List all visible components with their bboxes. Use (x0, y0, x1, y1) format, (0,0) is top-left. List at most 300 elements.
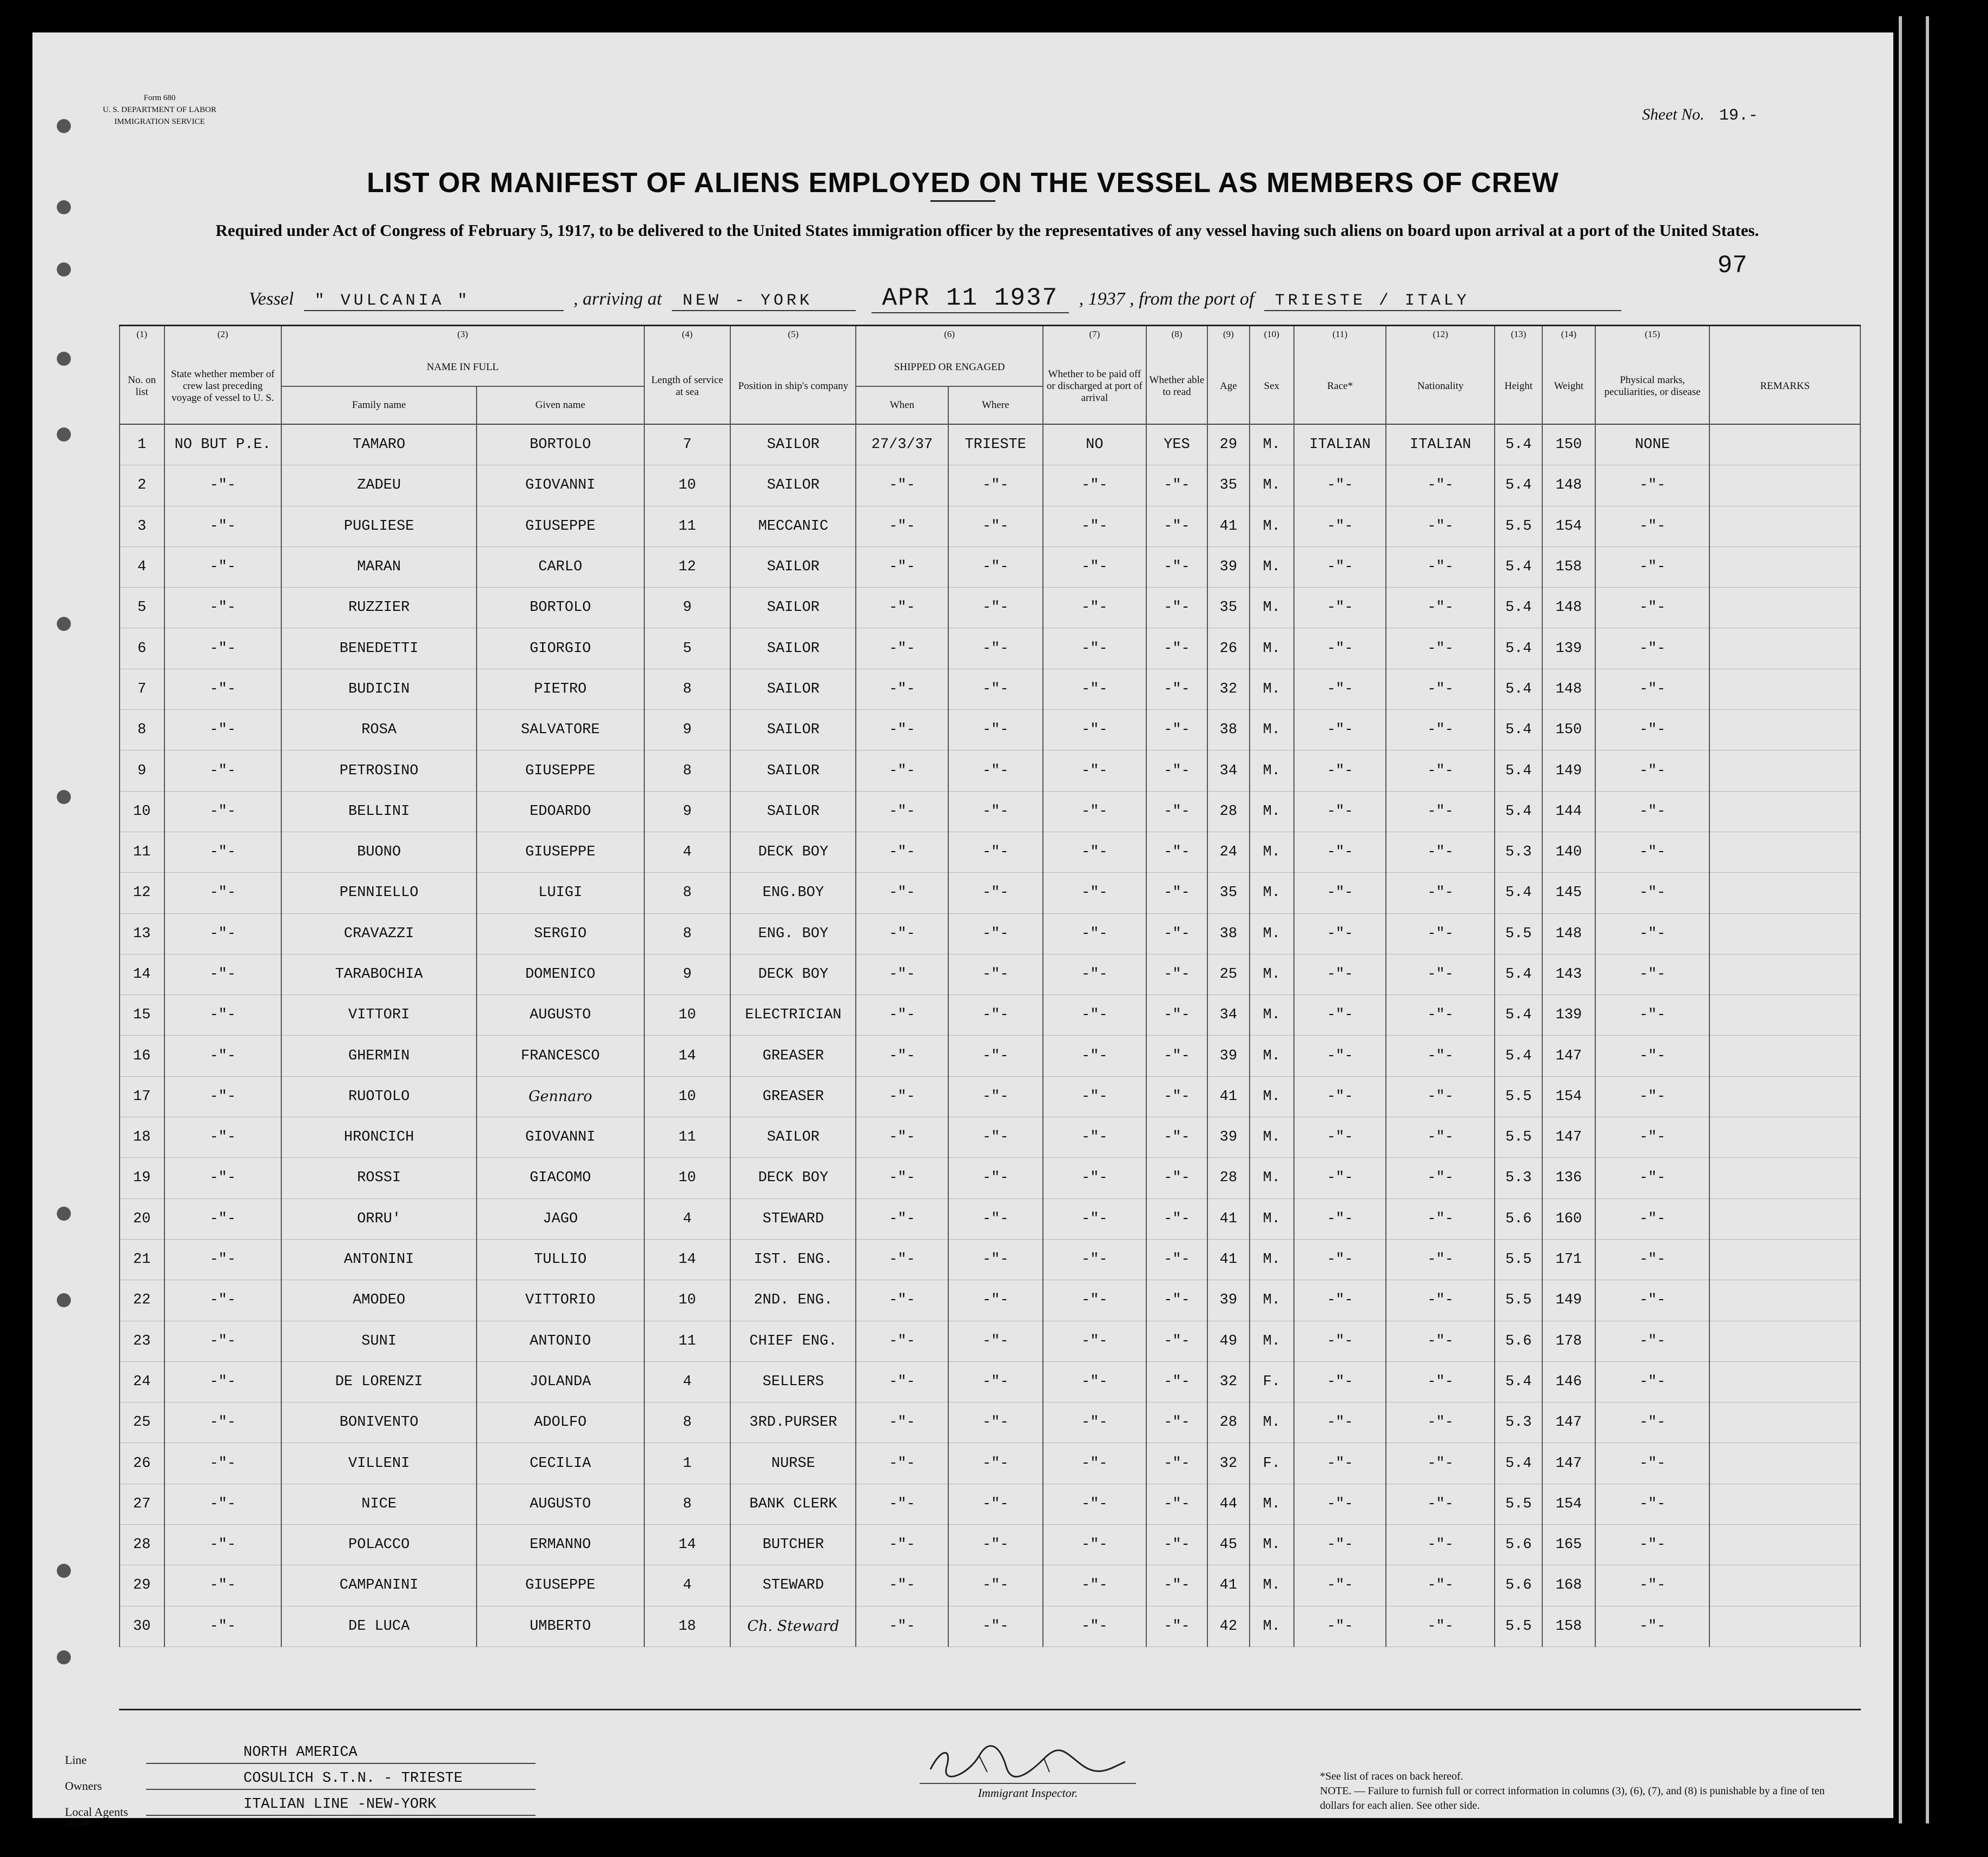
cell-remarks (1709, 873, 1860, 913)
cell-able: -"- (1146, 1239, 1207, 1280)
cell-height: 5.4 (1495, 710, 1542, 750)
cell-family: BUDICIN (281, 669, 477, 709)
title-underline (930, 200, 995, 202)
line-value: NORTH AMERICA (243, 1744, 358, 1761)
cell-position: SAILOR (730, 588, 856, 628)
cell-able: -"- (1146, 995, 1207, 1036)
cell-weight: 148 (1542, 465, 1595, 506)
header-shipped: SHIPPED OR ENGAGED (856, 349, 1043, 386)
cell-sex: M. (1250, 791, 1294, 832)
cell-marks: -"- (1595, 1484, 1709, 1524)
header-race: Race* (1294, 349, 1386, 424)
cell-paid: -"- (1043, 913, 1146, 954)
cell-race: -"- (1294, 1076, 1386, 1117)
header-no: No. on list (120, 349, 164, 424)
cell-able: -"- (1146, 588, 1207, 628)
cell-remarks (1709, 1117, 1860, 1158)
cell-able: -"- (1146, 1036, 1207, 1076)
cell-remarks (1709, 588, 1860, 628)
cell-sex: M. (1250, 1525, 1294, 1565)
cell-height: 5.4 (1495, 954, 1542, 995)
cell-length: 14 (644, 1239, 731, 1280)
cell-height: 5.5 (1495, 1117, 1542, 1158)
cell-length: 9 (644, 791, 731, 832)
cell-position: DECK BOY (730, 954, 856, 995)
cell-given: AUGUSTO (477, 1484, 644, 1524)
stamp-number: 97 (1717, 252, 1747, 280)
cell-remarks (1709, 1158, 1860, 1199)
cell-paid: -"- (1043, 995, 1146, 1036)
cell-remarks (1709, 710, 1860, 750)
cell-no: 7 (120, 669, 164, 709)
cell-sex: M. (1250, 1158, 1294, 1199)
cell-height: 5.5 (1495, 1606, 1542, 1647)
from-port-label: , from the port of (1130, 289, 1254, 309)
cell-weight: 140 (1542, 832, 1595, 872)
cell-state: -"- (164, 1036, 282, 1076)
table-row (120, 1280, 1860, 1321)
cell-position: 3RD.PURSER (730, 1402, 856, 1443)
cell-remarks (1709, 750, 1860, 791)
cell-state: -"- (164, 1076, 282, 1117)
cell-age: 32 (1207, 669, 1249, 709)
cell-when: -"- (856, 750, 948, 791)
cell-paid: -"- (1043, 832, 1146, 872)
cell-paid: -"- (1043, 954, 1146, 995)
cell-when: -"- (856, 1402, 948, 1443)
cell-given: GIUSEPPE (477, 506, 644, 546)
cell-when: -"- (856, 588, 948, 628)
binding-hole (57, 200, 71, 214)
cell-age: 41 (1207, 1239, 1249, 1280)
cell-position: CHIEF ENG. (730, 1321, 856, 1361)
cell-race: -"- (1294, 1199, 1386, 1239)
cell-when: -"- (856, 1036, 948, 1076)
cell-remarks (1709, 913, 1860, 954)
cell-race: -"- (1294, 1239, 1386, 1280)
cell-no: 19 (120, 1158, 164, 1199)
cell-length: 8 (644, 913, 731, 954)
page-title: LIST OR MANIFEST OF ALIENS EMPLOYED ON THE VESSEL AS MEMBERS OF CREW (367, 167, 1559, 199)
cell-no: 4 (120, 546, 164, 587)
cell-weight: 165 (1542, 1525, 1595, 1565)
cell-when: -"- (856, 1565, 948, 1606)
table-row (120, 1361, 1860, 1402)
cell-no: 5 (120, 588, 164, 628)
table-row (120, 1321, 1860, 1361)
header-family: Family name (281, 386, 477, 424)
cell-paid: -"- (1043, 1076, 1146, 1117)
cell-position: BANK CLERK (730, 1484, 856, 1524)
cell-length: 10 (644, 1280, 731, 1321)
table-row (120, 588, 1860, 628)
cell-paid: -"- (1043, 1606, 1146, 1647)
col-num: (8) (1146, 326, 1207, 349)
cell-paid: -"- (1043, 710, 1146, 750)
fine-note: NOTE. — Failure to furnish full or correct information in columns (3), (6), (7), and (8) is punishable by a fine of ten dollars for each alien. See other side. (1320, 1785, 1825, 1812)
binding-hole (57, 1564, 71, 1578)
header-nationality: Nationality (1386, 349, 1495, 424)
cell-position: DECK BOY (730, 1158, 856, 1199)
cell-race: -"- (1294, 1484, 1386, 1524)
sheet-number-block (1642, 106, 1759, 125)
cell-where: -"- (948, 791, 1043, 832)
cell-marks: -"- (1595, 913, 1709, 954)
cell-given: Gennaro (477, 1076, 644, 1117)
cell-family: ROSA (281, 710, 477, 750)
cell-marks: -"- (1595, 465, 1709, 506)
signature-mark (920, 1742, 1136, 1780)
cell-sex: M. (1250, 913, 1294, 954)
cell-when: -"- (856, 1361, 948, 1402)
page-edge (1926, 16, 1929, 1823)
cell-marks: -"- (1595, 1525, 1709, 1565)
cell-paid: -"- (1043, 1443, 1146, 1484)
cell-sex: M. (1250, 1076, 1294, 1117)
cell-where: -"- (948, 628, 1043, 669)
cell-sex: F. (1250, 1443, 1294, 1484)
col-num: (13) (1495, 326, 1542, 349)
cell-given: GIACOMO (477, 1158, 644, 1199)
cell-sex: M. (1250, 832, 1294, 872)
cell-able: YES (1146, 424, 1207, 465)
cell-marks: -"- (1595, 1117, 1709, 1158)
cell-remarks (1709, 1402, 1860, 1443)
cell-family: MARAN (281, 546, 477, 587)
cell-given: GIUSEPPE (477, 832, 644, 872)
cell-state: -"- (164, 465, 282, 506)
cell-able: -"- (1146, 791, 1207, 832)
col-num: (15) (1595, 326, 1709, 349)
cell-no: 27 (120, 1484, 164, 1524)
cell-family: ANTONINI (281, 1239, 477, 1280)
cell-height: 5.4 (1495, 750, 1542, 791)
cell-given: GIOVANNI (477, 465, 644, 506)
cell-no: 12 (120, 873, 164, 913)
header-height: Height (1495, 349, 1542, 424)
cell-when: -"- (856, 832, 948, 872)
cell-paid: -"- (1043, 1321, 1146, 1361)
cell-given: SERGIO (477, 913, 644, 954)
cell-age: 32 (1207, 1361, 1249, 1402)
cell-race: -"- (1294, 832, 1386, 872)
cell-paid: -"- (1043, 1525, 1146, 1565)
cell-race: -"- (1294, 588, 1386, 628)
cell-position: SAILOR (730, 1117, 856, 1158)
cell-state: -"- (164, 1525, 282, 1565)
cell-nationality: -"- (1386, 913, 1495, 954)
cell-paid: -"- (1043, 669, 1146, 709)
cell-age: 39 (1207, 1280, 1249, 1321)
form-id-block (103, 92, 216, 128)
cell-nationality: -"- (1386, 1565, 1495, 1606)
cell-weight: 143 (1542, 954, 1595, 995)
cell-nationality: -"- (1386, 1239, 1495, 1280)
table-row (120, 832, 1860, 872)
col-num: (2) (164, 326, 282, 349)
cell-able: -"- (1146, 1443, 1207, 1484)
cell-age: 24 (1207, 832, 1249, 872)
cell-family: VILLENI (281, 1443, 477, 1484)
cell-where: -"- (948, 750, 1043, 791)
cell-height: 5.4 (1495, 1036, 1542, 1076)
cell-remarks (1709, 995, 1860, 1036)
cell-paid: -"- (1043, 1280, 1146, 1321)
cell-age: 41 (1207, 506, 1249, 546)
column-number-row (120, 326, 1860, 349)
cell-length: 5 (644, 628, 731, 669)
cell-height: 5.5 (1495, 506, 1542, 546)
cell-remarks (1709, 1321, 1860, 1361)
cell-state: -"- (164, 791, 282, 832)
cell-able: -"- (1146, 465, 1207, 506)
table-row (120, 791, 1860, 832)
cell-sex: M. (1250, 1565, 1294, 1606)
cell-given: ADOLFO (477, 1402, 644, 1443)
cell-when: -"- (856, 506, 948, 546)
sheet-number: 19.- (1719, 107, 1758, 125)
cell-sex: M. (1250, 995, 1294, 1036)
table-row (120, 1565, 1860, 1606)
cell-race: -"- (1294, 791, 1386, 832)
cell-weight: 148 (1542, 588, 1595, 628)
table-row (120, 1117, 1860, 1158)
cell-state: -"- (164, 1239, 282, 1280)
cell-nationality: -"- (1386, 710, 1495, 750)
cell-paid: -"- (1043, 791, 1146, 832)
cell-given: JAGO (477, 1199, 644, 1239)
cell-state: -"- (164, 1606, 282, 1647)
cell-marks: -"- (1595, 546, 1709, 587)
cell-able: -"- (1146, 1117, 1207, 1158)
cell-when: -"- (856, 995, 948, 1036)
col-num: (9) (1207, 326, 1249, 349)
cell-position: STEWARD (730, 1199, 856, 1239)
col-num: (3) (281, 326, 644, 349)
cell-no: 9 (120, 750, 164, 791)
cell-race: -"- (1294, 1402, 1386, 1443)
cell-family: RUZZIER (281, 588, 477, 628)
cell-when: 27/3/37 (856, 424, 948, 465)
agents-label: Local Agents (65, 1805, 128, 1819)
cell-when: -"- (856, 1199, 948, 1239)
cell-marks: -"- (1595, 1239, 1709, 1280)
cell-weight: 146 (1542, 1361, 1595, 1402)
binding-hole (57, 119, 71, 133)
cell-length: 11 (644, 1117, 731, 1158)
cell-family: HRONCICH (281, 1117, 477, 1158)
table-row (120, 506, 1860, 546)
cell-sex: M. (1250, 1484, 1294, 1524)
cell-nationality: -"- (1386, 1158, 1495, 1199)
cell-where: -"- (948, 1076, 1043, 1117)
cell-height: 5.6 (1495, 1565, 1542, 1606)
col-num: (6) (856, 326, 1043, 349)
cell-race: -"- (1294, 628, 1386, 669)
cell-family: PUGLIESE (281, 506, 477, 546)
crew-manifest-table (119, 325, 1861, 1710)
cell-paid: -"- (1043, 1036, 1146, 1076)
cell-no: 15 (120, 995, 164, 1036)
cell-marks: -"- (1595, 1036, 1709, 1076)
cell-height: 5.4 (1495, 873, 1542, 913)
cell-age: 28 (1207, 791, 1249, 832)
cell-race: -"- (1294, 954, 1386, 995)
cell-nationality: -"- (1386, 1036, 1495, 1076)
cell-nationality: -"- (1386, 1606, 1495, 1647)
table-row (120, 995, 1860, 1036)
cell-age: 41 (1207, 1565, 1249, 1606)
cell-nationality: -"- (1386, 1199, 1495, 1239)
cell-height: 5.5 (1495, 1484, 1542, 1524)
cell-given: ANTONIO (477, 1321, 644, 1361)
cell-age: 45 (1207, 1525, 1249, 1565)
cell-weight: 160 (1542, 1199, 1595, 1239)
table-row (120, 1606, 1860, 1647)
cell-sex: M. (1250, 1606, 1294, 1647)
cell-race: -"- (1294, 750, 1386, 791)
cell-able: -"- (1146, 1402, 1207, 1443)
table-row (120, 1158, 1860, 1199)
cell-remarks (1709, 1036, 1860, 1076)
cell-family: ORRU' (281, 1199, 477, 1239)
cell-remarks (1709, 669, 1860, 709)
cell-length: 11 (644, 1321, 731, 1361)
cell-sex: M. (1250, 1321, 1294, 1361)
cell-weight: 144 (1542, 791, 1595, 832)
cell-when: -"- (856, 1606, 948, 1647)
cell-marks: -"- (1595, 669, 1709, 709)
cell-no: 30 (120, 1606, 164, 1647)
cell-no: 3 (120, 506, 164, 546)
cell-no: 29 (120, 1565, 164, 1606)
cell-state: -"- (164, 1402, 282, 1443)
cell-race: ITALIAN (1294, 424, 1386, 465)
table-row (120, 1076, 1860, 1117)
cell-state: -"- (164, 1443, 282, 1484)
cell-where: -"- (948, 1402, 1043, 1443)
cell-where: -"- (948, 710, 1043, 750)
cell-remarks (1709, 506, 1860, 546)
cell-no: 22 (120, 1280, 164, 1321)
cell-length: 18 (644, 1606, 731, 1647)
cell-height: 5.4 (1495, 588, 1542, 628)
cell-sex: M. (1250, 546, 1294, 587)
header-age: Age (1207, 349, 1249, 424)
manifest-page (32, 32, 1893, 1827)
cell-sex: M. (1250, 424, 1294, 465)
cell-length: 8 (644, 873, 731, 913)
cell-state: -"- (164, 1565, 282, 1606)
cell-given: DOMENICO (477, 954, 644, 995)
cell-position: SAILOR (730, 465, 856, 506)
cell-marks: -"- (1595, 1402, 1709, 1443)
cell-family: ROSSI (281, 1158, 477, 1199)
cell-height: 5.4 (1495, 791, 1542, 832)
binding-hole (57, 617, 71, 631)
sheet-label: Sheet No. (1642, 106, 1705, 123)
vessel-label: Vessel (249, 289, 294, 309)
line-label: Line (65, 1753, 87, 1767)
manifest-rows (120, 424, 1860, 1647)
cell-position: GREASER (730, 1036, 856, 1076)
cell-sex: M. (1250, 873, 1294, 913)
header-state: State whether member of crew last preceding voyage of vessel to U. S. (164, 349, 282, 424)
cell-no: 18 (120, 1117, 164, 1158)
binding-hole (57, 790, 71, 804)
cell-length: 4 (644, 1565, 731, 1606)
cell-position: SAILOR (730, 791, 856, 832)
cell-family: TARABOCHIA (281, 954, 477, 995)
cell-remarks (1709, 1525, 1860, 1565)
cell-state: NO BUT P.E. (164, 424, 282, 465)
cell-when: -"- (856, 1117, 948, 1158)
cell-no: 10 (120, 791, 164, 832)
cell-remarks (1709, 1199, 1860, 1239)
cell-family: TAMARO (281, 424, 477, 465)
cell-nationality: -"- (1386, 954, 1495, 995)
cell-age: 34 (1207, 750, 1249, 791)
footer-notes (1320, 1769, 1850, 1813)
cell-nationality: -"- (1386, 546, 1495, 587)
cell-length: 14 (644, 1036, 731, 1076)
cell-height: 5.4 (1495, 669, 1542, 709)
cell-sex: M. (1250, 1239, 1294, 1280)
cell-position: GREASER (730, 1076, 856, 1117)
cell-nationality: -"- (1386, 506, 1495, 546)
cell-family: PENNIELLO (281, 873, 477, 913)
cell-sex: M. (1250, 588, 1294, 628)
cell-length: 9 (644, 710, 731, 750)
cell-race: -"- (1294, 1321, 1386, 1361)
binding-hole (57, 262, 71, 276)
cell-state: -"- (164, 1321, 282, 1361)
cell-weight: 158 (1542, 546, 1595, 587)
cell-nationality: -"- (1386, 832, 1495, 872)
cell-sex: M. (1250, 1402, 1294, 1443)
cell-no: 26 (120, 1443, 164, 1484)
cell-state: -"- (164, 1117, 282, 1158)
cell-position: MECCANIC (730, 506, 856, 546)
cell-when: -"- (856, 954, 948, 995)
cell-height: 5.5 (1495, 1280, 1542, 1321)
header-marks: Physical marks, peculiarities, or disease (1595, 349, 1709, 424)
cell-paid: -"- (1043, 873, 1146, 913)
cell-age: 38 (1207, 913, 1249, 954)
cell-able: -"- (1146, 873, 1207, 913)
cell-marks: -"- (1595, 832, 1709, 872)
col-num: (5) (730, 326, 856, 349)
cell-sex: M. (1250, 465, 1294, 506)
col-num-remarks (1709, 326, 1860, 349)
cell-marks: -"- (1595, 1199, 1709, 1239)
cell-age: 34 (1207, 995, 1249, 1036)
cell-state: -"- (164, 1199, 282, 1239)
cell-marks: -"- (1595, 1280, 1709, 1321)
table-row (120, 954, 1860, 995)
table-row (120, 1525, 1860, 1565)
header-position: Position in ship's company (730, 349, 856, 424)
cell-when: -"- (856, 628, 948, 669)
header-given: Given name (477, 386, 644, 424)
cell-height: 5.6 (1495, 1199, 1542, 1239)
cell-paid: -"- (1043, 465, 1146, 506)
cell-position: SELLERS (730, 1361, 856, 1402)
cell-marks: -"- (1595, 750, 1709, 791)
cell-state: -"- (164, 1158, 282, 1199)
date-stamp: APR 11 1937 (871, 284, 1069, 313)
cell-length: 12 (644, 546, 731, 587)
